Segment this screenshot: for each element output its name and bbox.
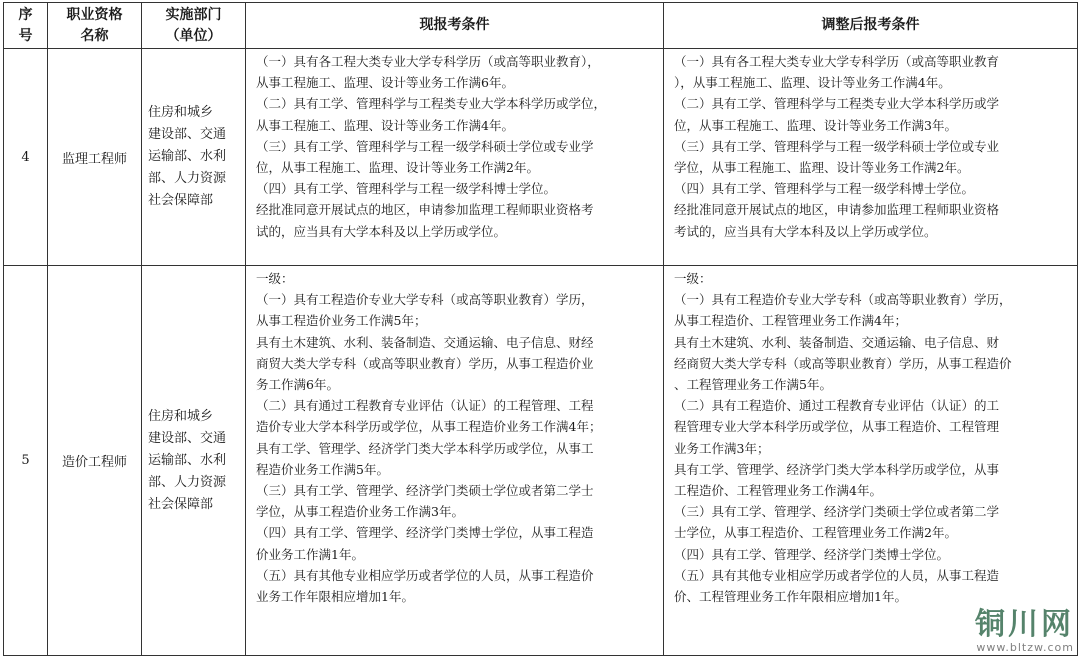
department-line: 部、人力资源: [148, 474, 227, 490]
condition-line: 一级：: [256, 271, 294, 286]
department-line: 住房和城乡: [148, 408, 214, 424]
condition-line: 工程造价、工程管理业务工作满4年。: [674, 483, 882, 499]
condition-line: 务工作满6年。: [256, 377, 339, 393]
department-line: 运输部、水利: [148, 452, 227, 468]
current-conditions-cell: [246, 49, 664, 266]
watermark-url: www.bltzw.com: [976, 641, 1074, 654]
current-conditions-cell: [246, 266, 664, 656]
header-seq: 序 号: [4, 3, 48, 49]
row-number: 5: [4, 266, 48, 656]
exam-conditions-table: [3, 2, 1078, 656]
condition-line: （四）具有工学、管理科学与工程一级学科博士学位。: [256, 181, 557, 197]
condition-line: （四）具有工学、管理学、经济学门类博士学位，从事工程造: [256, 525, 594, 541]
condition-line: （四）具有工学、管理学、经济学门类博士学位。: [674, 546, 950, 562]
condition-line: （一）具有各工程大类专业大学专科学历（或高等职业教育），: [256, 54, 600, 69]
condition-line: 从事工程造价、工程管理业务工作满4年；: [674, 313, 907, 329]
row-number: 4: [4, 49, 48, 266]
condition-line: （三）具有工学、管理科学与工程一级学科硕士学位或专业学: [256, 138, 594, 154]
department-line: 运输部、水利: [148, 149, 227, 164]
header-adjusted-conditions: 调整后报考条件: [664, 3, 1078, 49]
condition-line: （三）具有工学、管理学、经济学门类硕士学位或者第二学: [674, 504, 1000, 520]
department-cell: [142, 49, 246, 266]
condition-line: 学位，从事工程造价业务工作满3年。: [256, 504, 464, 520]
header-row: [4, 3, 1078, 49]
header-department: 实施部门 （单位）: [142, 3, 246, 49]
department-line: 社会保障部: [148, 496, 214, 512]
condition-line: 价、工程管理业务工作年限相应增加1年。: [674, 589, 907, 605]
adjusted-conditions-cell: [664, 266, 1078, 656]
watermark-title: 铜川网: [975, 607, 1074, 642]
condition-line: 经商贸大类大学专科（或高等职业教育）学历，从事工程造价: [674, 355, 1012, 371]
condition-line: 价业务工作满1年。: [256, 546, 364, 562]
condition-line: （三）具有工学、管理科学与工程一级学科硕士学位或专业: [674, 138, 1000, 154]
department-line: 社会保障部: [148, 193, 214, 208]
qualification-name: 监理工程师: [48, 49, 142, 266]
condition-line: 试的，应当具有大学本科及以上学历或学位。: [256, 223, 507, 239]
condition-line: （二）具有工程造价、通过工程教育专业评估（认证）的工: [674, 398, 1000, 414]
condition-line: （二）具有通过工程教育专业评估（认证）的工程管理、工程: [256, 398, 594, 414]
condition-line: （二）具有工学、管理科学与工程类专业大学本科学历或学位，: [256, 96, 607, 112]
condition-line: 一级：: [674, 271, 712, 286]
condition-line: ），从事工程施工、监理、设计等业务工作满4年。: [674, 75, 951, 91]
condition-line: 经批准同意开展试点的地区，申请参加监理工程师职业资格: [674, 202, 1000, 218]
condition-line: （一）具有工程造价专业大学专科（或高等职业教育）学历，: [256, 292, 594, 308]
condition-line: 商贸大类大学专科（或高等职业教育）学历，从事工程造价业: [256, 355, 594, 371]
condition-line: 位，从事工程施工、监理、设计等业务工作满3年。: [674, 117, 957, 133]
department-line: 部、人力资源: [148, 171, 227, 186]
condition-line: 位，从事工程施工、监理、设计等业务工作满2年。: [256, 160, 539, 176]
condition-line: 造价专业大学本科学历或学位，从事工程造价业务工作满4年；: [256, 419, 602, 435]
condition-line: （二）具有工学、管理科学与工程类专业大学本科学历或学: [674, 96, 1000, 112]
condition-line: （五）具有其他专业相应学历或者学位的人员，从事工程造: [674, 567, 1000, 583]
condition-line: 从事工程造价业务工作满5年；: [256, 313, 427, 329]
condition-line: 程造价业务工作满5年。: [256, 461, 389, 477]
condition-line: 考试的，应当具有大学本科及以上学历或学位。: [674, 223, 937, 239]
department-line: 建设部、交通: [148, 127, 227, 142]
condition-line: 具有土木建筑、水利、装备制造、交通运输、电子信息、财: [674, 334, 1000, 350]
condition-line: 士学位，从事工程造价、工程管理业务工作满2年。: [674, 525, 957, 541]
condition-line: （五）具有其他专业相应学历或者学位的人员，从事工程造价: [256, 567, 594, 583]
condition-line: 学位，从事工程施工、监理、设计等业务工作满2年。: [674, 160, 970, 176]
qualification-name: 造价工程师: [48, 266, 142, 656]
table-row: [4, 266, 1078, 656]
condition-line: 具有土木建筑、水利、装备制造、交通运输、电子信息、财经: [256, 334, 594, 350]
condition-line: 具有工学、管理学、经济学门类大学本科学历或学位，从事: [674, 461, 1000, 477]
condition-line: 经批准同意开展试点的地区，申请参加监理工程师职业资格考: [256, 202, 594, 218]
condition-line: 从事工程施工、监理、设计等业务工作满4年。: [256, 117, 514, 133]
condition-line: （一）具有各工程大类专业大学专科学历（或高等职业教育: [674, 54, 1000, 69]
condition-line: （三）具有工学、管理学、经济学门类硕士学位或者第二学士: [256, 483, 594, 499]
condition-line: 业务工作年限相应增加1年。: [256, 589, 414, 605]
department-line: 建设部、交通: [148, 430, 227, 446]
adjusted-conditions-cell: [664, 49, 1078, 266]
department-line: 住房和城乡: [148, 105, 214, 120]
table-row: [4, 49, 1078, 266]
condition-line: 程管理专业大学本科学历或学位，从事工程造价、工程管理: [674, 419, 1000, 435]
header-qualification: 职业资格 名称: [48, 3, 142, 49]
condition-line: 业务工作满3年；: [674, 440, 770, 456]
condition-line: 从事工程施工、监理、设计等业务工作满6年。: [256, 75, 514, 91]
condition-line: 具有工学、管理学、经济学门类大学本科学历或学位，从事工: [256, 440, 594, 456]
condition-line: （一）具有工程造价专业大学专科（或高等职业教育）学历，: [674, 292, 1012, 308]
condition-line: 、工程管理业务工作满5年。: [674, 377, 832, 393]
department-cell: [142, 266, 246, 656]
header-current-conditions: 现报考条件: [246, 3, 664, 49]
condition-line: （四）具有工学、管理科学与工程一级学科博士学位。: [674, 181, 975, 197]
